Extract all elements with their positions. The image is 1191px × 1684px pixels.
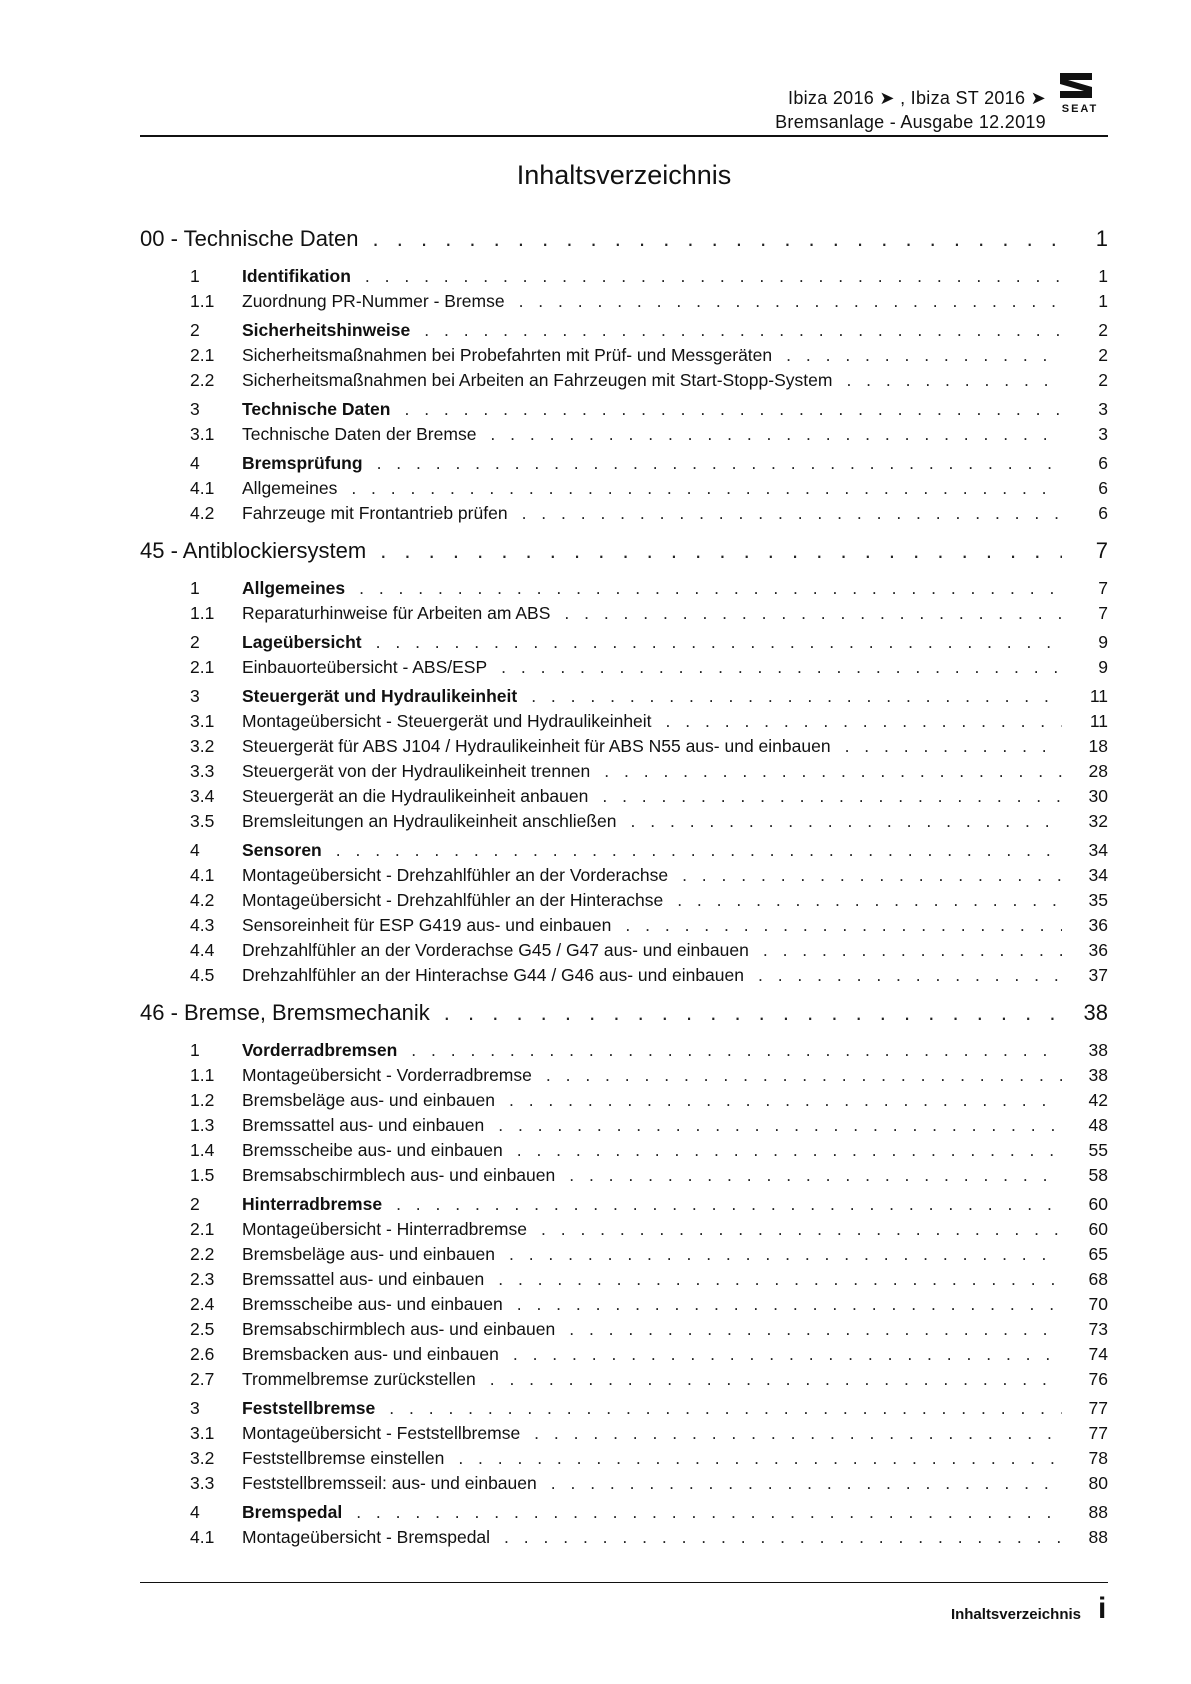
toc-number: 2 [190,1194,200,1214]
toc-subsection-row[interactable] [140,424,1108,449]
toc-page-number: 18 [1088,736,1108,756]
toc-leader-dots [396,1194,1062,1215]
toc-subsection-row[interactable] [140,345,1108,370]
toc-page-number: 65 [1088,1244,1108,1264]
toc-section-row[interactable] [140,266,1108,291]
toc-leader-dots [531,686,1062,707]
toc-subsection-row[interactable] [140,1269,1108,1294]
toc-leader-dots [546,1065,1062,1086]
toc-title: Bremsscheibe aus- und einbauen [242,1140,503,1160]
toc-leader-dots [522,503,1062,524]
toc-leader-dots [373,226,1062,252]
toc-leader-dots [786,345,1062,366]
toc-number: 3.4 [190,786,215,806]
toc-title: Feststellbremsseil: aus- und einbauen [242,1473,537,1493]
toc-leader-dots [458,1448,1062,1469]
toc-page-number: 38 [1088,1040,1108,1060]
toc-subsection-row[interactable] [140,1090,1108,1115]
toc-page-number: 58 [1088,1165,1108,1185]
toc-page-number: 70 [1088,1294,1108,1314]
toc-section-row[interactable] [140,632,1108,657]
toc-leader-dots [758,965,1062,986]
toc-page-number: 88 [1088,1502,1108,1522]
toc-subsection-row[interactable] [140,1319,1108,1344]
toc-number: 2.1 [190,345,215,365]
toc-number: 4.4 [190,940,215,960]
toc-page-number: 2 [1098,370,1108,390]
toc-title: Bremsprüfung [242,453,363,473]
toc-number: 3 [190,399,200,419]
toc-title: Steuergerät für ABS J104 / Hydraulikeinheit für ABS N55 aus- und einbauen [242,736,831,756]
toc-page-number: 35 [1088,890,1108,910]
toc-page-number: 9 [1098,632,1108,652]
toc-page-number: 68 [1088,1269,1108,1289]
toc-title: Drehzahlfühler an der Hinterachse G44 / G46 aus- und einbauen [242,965,744,985]
toc-leader-dots [444,1000,1062,1026]
toc-subsection-row[interactable] [140,1527,1108,1552]
toc-subsection-row[interactable] [140,736,1108,761]
page-title: Inhaltsverzeichnis [516,160,732,190]
toc-number: 1.1 [190,1065,215,1085]
toc-title: Bremspedal [242,1502,343,1522]
toc-page-number: 55 [1088,1140,1108,1160]
document-header [775,86,1046,134]
toc-page-number: 38 [1088,1065,1108,1085]
toc-chapter-row[interactable] [140,226,1108,262]
toc-leader-dots [625,915,1062,936]
toc-title: Steuergerät und Hydraulikeinheit [242,686,518,706]
footer-page-number: i [1098,1592,1107,1625]
toc-title: Montageübersicht - Drehzahlfühler an der Vorderachse [242,865,669,885]
toc-leader-dots [351,478,1062,499]
toc-title: Drehzahlfühler an der Vorderachse G45 / G47 aus- und einbauen [242,940,749,960]
toc-title: Vorderradbremsen [242,1040,398,1060]
toc-number: 3 [190,686,200,706]
toc-leader-dots [677,890,1062,911]
toc-leader-dots [846,370,1062,391]
toc-number: 2.7 [190,1369,215,1389]
toc-title: 45 - Antiblockiersystem [140,538,367,563]
toc-title: Montageübersicht - Vorderradbremse [242,1065,532,1085]
toc-number: 4 [190,453,200,473]
toc-title: Sicherheitsmaßnahmen bei Probefahrten mit Prüf- und Messgeräten [242,345,773,365]
toc-title: Sensoren [242,840,322,860]
toc-subsection-row[interactable] [140,503,1108,528]
toc-number: 1 [190,266,200,286]
toc-leader-dots [498,1115,1062,1136]
toc-section-row[interactable] [140,1502,1108,1527]
toc-section-row[interactable] [140,320,1108,345]
toc-number: 1.5 [190,1165,215,1185]
toc-subsection-row[interactable] [140,1369,1108,1394]
toc-subsection-row[interactable] [140,965,1108,990]
toc-page-number: 42 [1088,1090,1108,1110]
toc-page-number: 1 [1095,226,1108,251]
toc-number: 2.1 [190,657,215,677]
toc-subsection-row[interactable] [140,1115,1108,1140]
toc-number: 1.4 [190,1140,215,1160]
toc-leader-dots [631,811,1062,832]
toc-page-number: 6 [1098,503,1108,523]
toc-page-number: 73 [1088,1319,1108,1339]
toc-leader-dots [541,1219,1062,1240]
toc-leader-dots [336,840,1062,861]
toc-leader-dots [517,1294,1062,1315]
toc-leader-dots [763,940,1062,961]
toc-leader-dots [551,1473,1062,1494]
toc-number: 1.1 [190,603,215,623]
toc-page-number: 1 [1098,291,1108,311]
toc-page-number: 34 [1088,865,1108,885]
toc-section-row[interactable] [140,399,1108,424]
toc-title: Sensoreinheit für ESP G419 aus- und einbauen [242,915,612,935]
toc-number: 2 [190,320,200,340]
toc-number: 2.2 [190,1244,215,1264]
toc-page-number: 7 [1098,578,1108,598]
toc-subsection-row[interactable] [140,890,1108,915]
toc-title: Montageübersicht - Bremspedal [242,1527,491,1547]
toc-number: 1 [190,1040,200,1060]
toc-leader-dots [534,1423,1062,1444]
toc-leader-dots [517,1140,1062,1161]
toc-title: 46 - Bremse, Bremsmechanik [140,1000,430,1025]
toc-page-number: 34 [1088,840,1108,860]
toc-number: 2.3 [190,1269,215,1289]
toc-subsection-row[interactable] [140,1423,1108,1448]
toc-chapter-row[interactable] [140,1000,1108,1036]
toc-page-number: 76 [1088,1369,1108,1389]
toc-page-number: 6 [1098,478,1108,498]
toc-subsection-row[interactable] [140,865,1108,890]
vehicle-models: Ibiza 2016 ➤ , Ibiza ST 2016 ➤ [788,88,1046,108]
toc-title: Bremsleitungen an Hydraulikeinheit anschließen [242,811,617,831]
toc-number: 2.6 [190,1344,215,1364]
toc-page-number: 78 [1088,1448,1108,1468]
toc-leader-dots [604,761,1062,782]
toc-number: 3.5 [190,811,215,831]
toc-page-number: 28 [1088,761,1108,781]
toc-number: 4.1 [190,478,215,498]
toc-section-row[interactable] [140,578,1108,603]
toc-leader-dots [509,1244,1062,1265]
toc-number: 4.1 [190,865,215,885]
toc-subsection-row[interactable] [140,711,1108,736]
toc-number: 4 [190,1502,200,1522]
toc-page-number: 3 [1098,399,1108,419]
toc-subsection-row[interactable] [140,657,1108,682]
toc-leader-dots [509,1090,1062,1111]
toc-title: Bremsabschirmblech aus- und einbauen [242,1319,556,1339]
toc-subsection-row[interactable] [140,478,1108,503]
toc-page-number: 88 [1088,1527,1108,1547]
toc-leader-dots [564,603,1062,624]
toc-title: Bremssattel aus- und einbauen [242,1269,485,1289]
toc-leader-dots [376,632,1062,653]
toc-title: Sicherheitshinweise [242,320,411,340]
toc-title: Technische Daten der Bremse [242,424,477,444]
toc-page-number: 2 [1098,320,1108,340]
toc-number: 4.2 [190,890,215,910]
toc-page-number: 2 [1098,345,1108,365]
toc-page-number: 9 [1098,657,1108,677]
toc-page-number: 7 [1095,538,1108,563]
toc-number: 4.2 [190,503,215,523]
toc-leader-dots [389,1398,1062,1419]
toc-leader-dots [845,736,1062,757]
document-subtitle: Bremsanlage - Ausgabe 12.2019 [775,112,1046,132]
toc-page-number: 77 [1088,1423,1108,1443]
toc-page-number: 36 [1088,915,1108,935]
toc-title: Montageübersicht - Hinterradbremse [242,1219,527,1239]
toc-number: 4.3 [190,915,215,935]
toc-subsection-row[interactable] [140,1244,1108,1269]
toc-leader-dots [504,1527,1062,1548]
toc-title: Reparaturhinweise für Arbeiten am ABS [242,603,551,623]
toc-number: 1.3 [190,1115,215,1135]
toc-section-row[interactable] [140,1194,1108,1219]
toc-title: Hinterradbremse [242,1194,383,1214]
toc-title: Fahrzeuge mit Frontantrieb prüfen [242,503,508,523]
toc-leader-dots [602,786,1062,807]
toc-subsection-row[interactable] [140,1473,1108,1498]
toc-page-number: 3 [1098,424,1108,444]
toc-leader-dots [356,1502,1062,1523]
toc-subsection-row[interactable] [140,761,1108,786]
toc-page-number: 38 [1083,1000,1108,1025]
toc-leader-dots [359,578,1062,599]
toc-title: Technische Daten [242,399,391,419]
toc-title: Identifikation [242,266,351,286]
toc-leader-dots [377,453,1062,474]
toc-subsection-row[interactable] [140,370,1108,395]
toc-title: Allgemeines [242,478,338,498]
toc-subsection-row[interactable] [140,1219,1108,1244]
toc-subsection-row[interactable] [140,940,1108,965]
toc-section-row[interactable] [140,686,1108,711]
toc-number: 3.3 [190,761,215,781]
toc-number: 4.1 [190,1527,215,1547]
toc-subsection-row[interactable] [140,1448,1108,1473]
toc-number: 3 [190,1398,200,1418]
footer-label: Inhaltsverzeichnis [950,1606,1081,1623]
toc-leader-dots [380,538,1062,564]
toc-number: 2 [190,632,200,652]
toc-page-number: 60 [1088,1194,1108,1214]
toc-leader-dots [569,1165,1062,1186]
toc-leader-dots [501,657,1062,678]
footer-rule [140,1582,1108,1583]
toc-number: 1 [190,578,200,598]
toc-number: 3.2 [190,736,215,756]
toc-leader-dots [411,1040,1062,1061]
header-rule [140,135,1108,137]
toc-subsection-row[interactable] [140,1344,1108,1369]
toc-leader-dots [519,291,1062,312]
toc-subsection-row[interactable] [140,915,1108,940]
toc-number: 2.1 [190,1219,215,1239]
toc-page-number: 36 [1088,940,1108,960]
toc-subsection-row[interactable] [140,603,1108,628]
toc-page-number: 11 [1089,686,1108,706]
toc-section-row[interactable] [140,1398,1108,1423]
toc-title: Zuordnung PR-Nummer - Bremse [242,291,505,311]
toc-number: 2.4 [190,1294,215,1314]
toc-title: Montageübersicht - Feststellbremse [242,1423,521,1443]
toc-chapter-row[interactable] [140,538,1108,574]
toc-section-row[interactable] [140,453,1108,478]
toc-page-number: 80 [1088,1473,1108,1493]
toc-number: 4.5 [190,965,215,985]
toc-leader-dots [490,1369,1062,1390]
toc-title: Steuergerät von der Hydraulikeinheit trennen [242,761,591,781]
toc-subsection-row[interactable] [140,811,1108,836]
toc-page-number: 7 [1098,603,1108,623]
toc-leader-dots [513,1344,1062,1365]
toc-number: 2.2 [190,370,215,390]
toc-number: 1.2 [190,1090,215,1110]
toc-title: 00 - Technische Daten [140,226,359,251]
toc-leader-dots [490,424,1062,445]
toc-title: Feststellbremse einstellen [242,1448,445,1468]
toc-title: Bremsscheibe aus- und einbauen [242,1294,503,1314]
toc-number: 3.1 [190,1423,215,1443]
toc-leader-dots [365,266,1062,287]
toc-title: Feststellbremse [242,1398,376,1418]
toc-number: 1.1 [190,291,215,311]
toc-title: Lageübersicht [242,632,362,652]
toc-page-number: 77 [1088,1398,1108,1418]
toc-title: Sicherheitsmaßnahmen bei Arbeiten an Fahrzeugen mit Start-Stopp-System [242,370,833,390]
toc-number: 3.2 [190,1448,215,1468]
toc-title: Montageübersicht - Drehzahlfühler an der Hinterachse [242,890,664,910]
toc-page-number: 6 [1098,453,1108,473]
toc-page-number: 60 [1088,1219,1108,1239]
toc-title: Steuergerät an die Hydraulikeinheit anbauen [242,786,589,806]
toc-leader-dots [404,399,1062,420]
toc-number: 3.1 [190,711,215,731]
toc-subsection-row[interactable] [140,1140,1108,1165]
brand-wordmark: SEAT [1061,103,1099,115]
toc-page-number: 11 [1089,711,1108,731]
toc-subsection-row[interactable] [140,1065,1108,1090]
toc-page-number: 30 [1088,786,1108,806]
toc-leader-dots [569,1319,1062,1340]
toc-title: Bremsbeläge aus- und einbauen [242,1090,495,1110]
toc-subsection-row[interactable] [140,291,1108,316]
toc-title: Bremsabschirmblech aus- und einbauen [242,1165,556,1185]
toc-section-row[interactable] [140,1040,1108,1065]
seat-logo-icon [1052,70,1108,116]
toc-leader-dots [666,711,1062,732]
toc-leader-dots [424,320,1062,341]
toc-number: 2.5 [190,1319,215,1339]
toc-page-number: 37 [1088,965,1108,985]
toc-title: Einbauorteübersicht - ABS/ESP [242,657,488,677]
toc-page-number: 32 [1088,811,1108,831]
toc-leader-dots [498,1269,1062,1290]
toc-leader-dots [682,865,1062,886]
toc-page-number: 48 [1088,1115,1108,1135]
toc-number: 3.3 [190,1473,215,1493]
toc-page-number: 1 [1098,266,1108,286]
toc-page-number: 74 [1088,1344,1108,1364]
toc-number: 3.1 [190,424,215,444]
toc-number: 4 [190,840,200,860]
toc-title: Bremsbeläge aus- und einbauen [242,1244,495,1264]
toc-subsection-row[interactable] [140,1294,1108,1319]
toc-title: Trommelbremse zurückstellen [242,1369,476,1389]
toc-subsection-row[interactable] [140,786,1108,811]
toc-title: Montageübersicht - Steuergerät und Hydraulikeinheit [242,711,652,731]
toc-title: Bremsbacken aus- und einbauen [242,1344,499,1364]
toc-title: Allgemeines [242,578,346,598]
toc-title: Bremssattel aus- und einbauen [242,1115,485,1135]
toc-subsection-row[interactable] [140,1165,1108,1190]
table-of-contents [140,226,1108,1552]
toc-section-row[interactable] [140,840,1108,865]
